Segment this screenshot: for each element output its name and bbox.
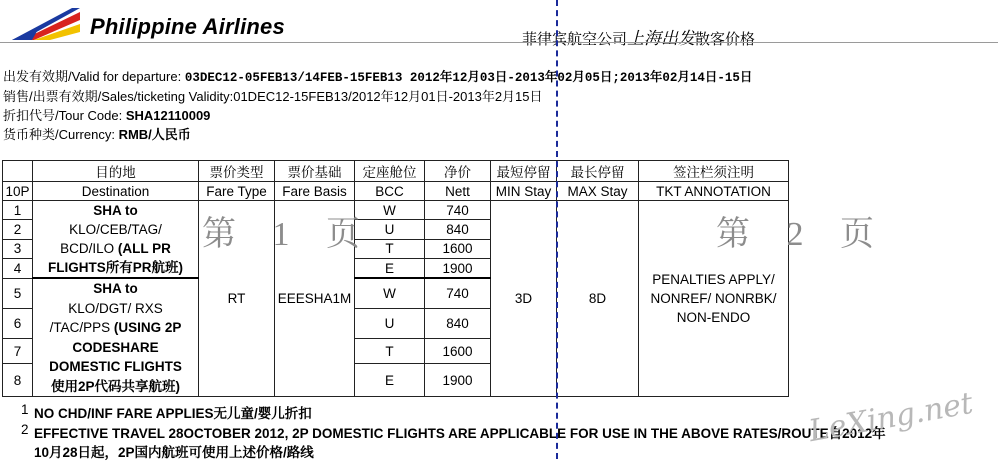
sales-line (3, 86, 543, 105)
airline-logo (10, 6, 82, 42)
bcc-cell: T (355, 338, 425, 364)
header-cell-en: MIN Stay (491, 182, 557, 201)
annotation-line1: PENALTIES APPLY/ (652, 272, 775, 287)
bcc-cell: E (355, 259, 425, 278)
page-break-line (556, 0, 558, 459)
nett-cell: 740 (425, 278, 491, 308)
nett-cell: 1900 (425, 259, 491, 278)
nett-cell: 1600 (425, 338, 491, 364)
title-suffix: 散客价格 (695, 31, 756, 48)
row-number: 6 (3, 308, 33, 338)
dest2-line6: 使用2P代码共享航班) (50, 378, 180, 394)
currency-label: 货币种类/Currency: (3, 127, 119, 142)
dest1-line2: KLO/CEB/TAG/ (69, 222, 162, 237)
fare-type-cell: RT (199, 201, 275, 397)
header-cell-blank (3, 161, 33, 182)
note-text: EFFECTIVE TRAVEL 28OCTOBER 2012, 2P DOMESTIC FLIGHTS ARE APPLICABLE FOR USE IN THE ABOVE RATES/ROUTE自2012年 (34, 426, 886, 441)
destination-group-2 (33, 278, 199, 397)
destination-group-1 (33, 201, 199, 279)
dest2-line4: CODESHARE (72, 339, 159, 355)
validity-label: 出发有效期/Valid for departure: (3, 69, 185, 84)
header-cell-en: BCC (355, 182, 425, 201)
validity-value: 03DEC12-05FEB13/14FEB-15FEB13 2012年12月03日-2013年02月05日;2013年02月14日-15日 (184, 71, 753, 85)
page-watermark-1: 第 1 页 (202, 216, 374, 253)
cn-header-row (3, 161, 789, 182)
tour-code-value: SHA12110009 (125, 108, 211, 123)
nett-cell: 840 (425, 220, 491, 239)
header-cell-cn: 最长停留 (557, 161, 639, 182)
row-number: 2 (3, 220, 33, 239)
note-text-continued: 10月28日起，2P国内航班可使用上述价格/路线 (34, 445, 314, 460)
dest1-line4: FLIGHTS所有PR航班) (48, 260, 183, 275)
header-cell-en: Fare Basis (275, 182, 355, 201)
bcc-cell: T (355, 239, 425, 258)
sales-label: 销售/出票有效期/Sales/ticketing Validity: (3, 89, 234, 104)
header-cell-en: 10P (3, 182, 33, 201)
row-number: 4 (3, 259, 33, 278)
header-cell-cn: 票价基础 (275, 161, 355, 182)
title-prefix: 菲律宾航空公司 (522, 31, 628, 48)
max-stay-cell: 8D (557, 201, 639, 397)
header-cell-en: Destination (33, 182, 199, 201)
row-number: 3 (3, 239, 33, 258)
dest2-line3a: /TAC/PPS (49, 320, 114, 335)
currency-value: RMB/人民币 (118, 127, 191, 142)
page-watermark-2: 第 2 页 (716, 216, 888, 253)
row-number: 7 (3, 338, 33, 364)
sales-value: 01DEC12-15FEB13/2012年12月01日-2013年2月15日 (233, 89, 543, 104)
dest2-line5: DOMESTIC FLIGHTS (49, 359, 182, 374)
dest2-line1: SHA to (93, 281, 138, 296)
dest1-line3b: (ALL PR (117, 241, 171, 256)
nett-cell: 740 (425, 201, 491, 220)
currency-line (3, 124, 191, 143)
fare-table (2, 160, 789, 397)
header-cell-en: TKT ANNOTATION (639, 182, 789, 201)
nett-cell: 840 (425, 308, 491, 338)
bcc-cell: E (355, 364, 425, 397)
title-emphasis: 上海出发 (627, 29, 696, 48)
dest1-line1: SHA to (93, 203, 138, 218)
header-cell-cn: 最短停留 (491, 161, 557, 182)
site-signature: LeXing.net (806, 385, 976, 450)
fare-basis-cell: EEESHA1M (275, 201, 355, 397)
header-cell-cn: 净价 (425, 161, 491, 182)
row-number: 5 (3, 278, 33, 308)
tour-code-label: 折扣代号/Tour Code: (3, 108, 126, 123)
en-header-row (3, 182, 789, 201)
dest1-line3a: BCD/ILO (60, 241, 118, 256)
header-cell-cn: 签注栏须注明 (639, 161, 789, 182)
header-divider (0, 42, 998, 43)
row-number: 1 (3, 201, 33, 220)
validity-line (3, 66, 752, 85)
table-row (3, 201, 789, 220)
tour-code-line (3, 105, 210, 124)
header-cell-cn: 定座舱位 (355, 161, 425, 182)
nett-cell: 1600 (425, 239, 491, 258)
bcc-cell: W (355, 201, 425, 220)
header-cell-en: MAX Stay (557, 182, 639, 201)
note-number: 2 (21, 422, 29, 437)
bcc-cell: U (355, 220, 425, 239)
dest2-line2: KLO/DGT/ RXS (68, 300, 163, 316)
annotation-line3: NON-ENDO (676, 310, 751, 325)
header-cell-cn: 票价类型 (199, 161, 275, 182)
bcc-cell: W (355, 278, 425, 308)
header-cell-en: Nett (425, 182, 491, 201)
note-text: NO CHD/INF FARE APPLIES无儿童/婴儿折扣 (34, 406, 312, 421)
bcc-cell: U (355, 308, 425, 338)
annotation-line2: NONREF/ NONRBK/ (650, 291, 777, 306)
min-stay-cell: 3D (491, 201, 557, 397)
brand-name: Philippine Airlines (90, 14, 285, 39)
header-cell-cn: 目的地 (33, 161, 199, 182)
note-number: 1 (21, 402, 29, 417)
nett-cell: 1900 (425, 364, 491, 397)
dest2-line3b: (USING 2P (113, 320, 182, 335)
row-number: 8 (3, 364, 33, 397)
header-cell-en: Fare Type (199, 182, 275, 201)
